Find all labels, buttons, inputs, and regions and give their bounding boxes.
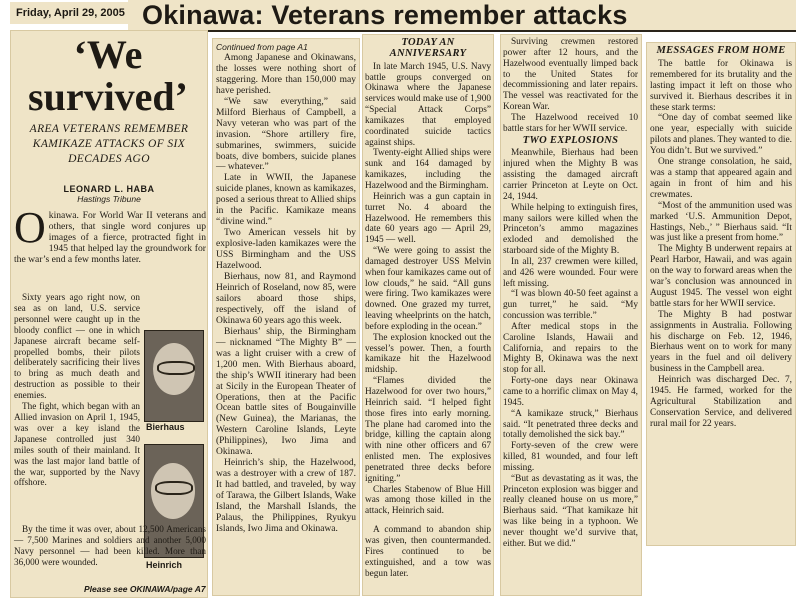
article-column-1-left <box>14 292 140 488</box>
paragraph: One strange consolation, he said, was a stamp that appeared again and again in front of him and his crewmates. <box>650 157 792 200</box>
paragraph: By the time it was over, about 12,500 Americans — 7,500 Marines and soldiers and another 5,000 Navy personnel — had been killed. More than 36,000 were wounded. <box>14 524 206 567</box>
paragraph: In all, 237 crewmen were killed, and 426 were wounded. Four were left missing. <box>503 256 638 289</box>
paragraph: The battle for Okinawa is remembered for its brutality and the lasting impact it left on those who survived it. Bierhaus describes it in these stark terms: <box>650 58 792 113</box>
paragraph: Heinrich’s ship, the Hazelwood, was a destroyer with a crew of 187. It had battled, and traveled, by way of Tarawa, the Gilbert Islands, Wake Island, the Marshall Islands, the Palaus, the Philippines, Ryukyu Islands, Iwo Jima and Okinawa. <box>216 458 356 534</box>
paragraph: The explosion knocked out the vessel’s power. Then, a fourth kamikaze hit the Hazelwood midship. <box>365 332 491 376</box>
continued-line: Continued from page A1 <box>216 42 308 52</box>
paragraph: Meanwhile, Bierhaus had been injured when the Mighty B was assisting the damaged aircraft carrier Princeton at Leyte on Oct. 24, 1944. <box>503 148 638 202</box>
lead-text: kinawa. For World War II veterans and others, that single word conjures up images of a fierce, protracted fight in 1945 that helped lay the groundwork for the war’s end a few months later. <box>14 210 206 266</box>
byline-name: LEONARD L. HABA <box>63 184 155 194</box>
glasses <box>155 481 193 495</box>
paragraph: The Mighty B underwent repairs at Pearl Harbor, Hawaii, and was again on the way to forward areas when the war’s conclusion was announced in August 1945. The vessel won eight battle stars for her WWII service. <box>650 244 792 309</box>
publication-date: Friday, April 29, 2005 <box>16 7 125 19</box>
paragraph: “We saw everything,” said Milford Bierhaus of Campbell, a Navy veteran who was part of the invasion. “Shore artillery fire, submarines, swimmers, suicide boats, dive bombers, suicide planes — whatever.” <box>216 96 356 173</box>
paragraph: In late March 1945, U.S. Navy battle groups converged on Okinawa where the Japanese services would make use of 1,900 “Special Attack Corps” kamikazes that employed coordinated suicide tactics against ships. <box>365 61 491 148</box>
paragraph: While helping to extinguish fires, many sailors were killed when the Princeton’s ammo magazines exloded and demolished the starboard side of the Mighty B. <box>503 202 638 257</box>
paragraph: “A kamikaze struck,” Bierhaus said. “It penetrated three decks and totally demolished the sick bay.” <box>503 408 638 441</box>
subhead-two-explosions: TWO EXPLOSIONS <box>522 134 619 146</box>
paragraph: Surviving crewmen restored power after 12 hours, and the Hazelwood eventually limped back to the United States for decommissioning and later repairs. The vessel was reactivated for the Korean War. <box>503 37 638 113</box>
article-column-2 <box>216 42 356 535</box>
headline: ‘We survived’ <box>28 32 188 119</box>
article-column-1-top <box>14 203 206 266</box>
section-title: Okinawa: Veterans remember attacks <box>142 0 628 30</box>
paragraph: “One day of combat seemed like one year, especially with suicide pilots and planes. They wanted to die. You didn’t. But we survived.” <box>650 113 792 157</box>
article-column-4 <box>503 37 638 550</box>
paragraph: “Most of the ammunition used was marked ‘U.S. Ammunition Depot, Hastings, Neb.,’ ” Bierhaus said. “It was just like a present from home.” <box>650 200 792 244</box>
paragraph: Late in WWII, the Japanese suicide planes, known as kamikazes, posed a serious threat to Allied ships in the Pacific. Kamikaze means “divine wind.” <box>216 173 356 228</box>
paragraph: “But as devastating as it was, the Princeton explosion was bigger and really cleaned house on us more,” Bierhaus said. “That kamikaze hit was like being in a typhoon. We never thought we’d survive that, either. But we did.” <box>503 473 638 549</box>
paragraph: Bierhaus’ ship, the Birmingham — nicknamed “The Mighty B” — was a light cruiser with a crew of 1,200 men. With Bierhaus aboard, the ship’s WWII itinerary had been at Sicily in the European Theater of Operations, then at the Pacific Ocean battle sites of Bougainville (New Guinea), the Marianas, the Western Caroline Islands, Leyte (Philippines), Iwo Jima and Okinawa. <box>216 326 356 458</box>
drop-cap: O <box>14 203 46 252</box>
article-column-3 <box>365 37 491 579</box>
paragraph: “We were going to assist the damaged destroyer USS Melvin when four kamikazes came out of low clouds,” he said. “All guns were firing. Two kamikazes were downed. One grazed my turret, leaving wheelprints on the hatch, before exploding in the ocean.” <box>365 246 491 332</box>
paragraph: The Hazelwood received 10 battle stars for her WWII service. <box>503 112 638 134</box>
subhead-today: TODAY AN ANNIVERSARY <box>389 37 467 59</box>
paragraph: Two American vessels hit by explosive-laden kamikazes were the USS Birmingham and the USS Hazelwood. <box>216 228 356 272</box>
lead-paragraph <box>14 203 206 266</box>
paragraph: Heinrich was a gun captain in turret No. 4 aboard the Hazelwood. He remembers this date 60 years ago — April 29, 1945 — well. <box>365 191 491 246</box>
deck: AREA VETERANS REMEMBER KAMIKAZE ATTACKS OF SIX DECADES AGO <box>29 123 189 165</box>
paragraph: After medical stops in the Caroline Islands, Hawaii and California, and repairs to the Mighty B, Okinawa was the next stop for all. <box>503 321 638 376</box>
byline <box>20 184 198 204</box>
paragraph: Heinrich was discharged Dec. 7, 1945. He farmed, worked for the Agricultural Stabilization and Conservation Service, and delivered rural mail for 22 years. <box>650 375 792 429</box>
photo-bierhaus <box>144 330 204 422</box>
byline-org: Hastings Tribune <box>77 194 141 204</box>
subhead-messages-from-home: MESSAGES FROM HOME <box>656 45 786 56</box>
photo-caption-heinrich: Heinrich <box>146 560 183 570</box>
article-column-5 <box>650 45 792 430</box>
article-column-1-bottom <box>14 524 206 568</box>
paragraph: The fight, which began with an Allied invasion on April 1, 1945, was over a key island the Japanese controlled just 340 miles south of their mainland. It was the last major land battle of the war, supported by the Navy offshore. <box>14 401 140 488</box>
jump-line: Please see OKINAWA/page A7 <box>84 584 206 594</box>
paragraph: Among Japanese and Okinawans, the losses were nothing short of staggering. More than 150,000 may have perished. <box>216 52 356 96</box>
paragraph: “Flames divided the Hazelwood for over two hours,” Heinrich said. “I helped fight those fires into early morning. The plane had caromed into the bridge, killing the captain along with nine other officers and 67 enlisted men. The explosives penetrated three decks before igniting.” <box>365 376 491 484</box>
paragraph: Sixty years ago right now, on sea as on land, U.S. service personnel were caught up in the bloody conflict — one in which Japanese aircraft became self-propelled bombs, their pilots deliberately sacrificing their lives to bring as much death and destruction as possible to their enemies. <box>14 292 140 401</box>
date-strip <box>10 2 128 24</box>
paragraph: “I was blown 40-50 feet against a gun turret,” he said. “My concussion was terrible.” <box>503 289 638 322</box>
paragraph: The Mighty B had postwar assignments in Australia. Following his discharge on Feb. 12, 1946, Bierhaus went on to work for many years in the fuel and oil delivery business in the Campbell area. <box>650 309 792 375</box>
paragraph: Bierhaus, now 81, and Raymond Heinrich of Roseland, now 85, were sailors aboard those ships, respectively, off the island of Okinawa 60 years ago this week. <box>216 272 356 326</box>
paragraph: Charles Stabenow of Blue Hill was among those killed in the attack, Heinrich said. <box>365 484 491 517</box>
section-header <box>128 0 796 32</box>
paragraph: Forty-seven of the crew were killed, 81 wounded, and four left missing. <box>503 441 638 473</box>
photo-caption-bierhaus: Bierhaus <box>146 422 185 432</box>
paragraph: Twenty-eight Allied ships were sunk and 164 damaged by kamikazes, including the Hazelwood and the Birmingham. <box>365 148 491 191</box>
paragraph: Forty-one days near Okinawa came to a horrific climax on May 4, 1945. <box>503 376 638 408</box>
paragraph: A command to abandon ship was given, then countermanded. Fires continued to be extinguished, and a tow was begun later. <box>365 525 491 579</box>
glasses <box>157 361 195 375</box>
